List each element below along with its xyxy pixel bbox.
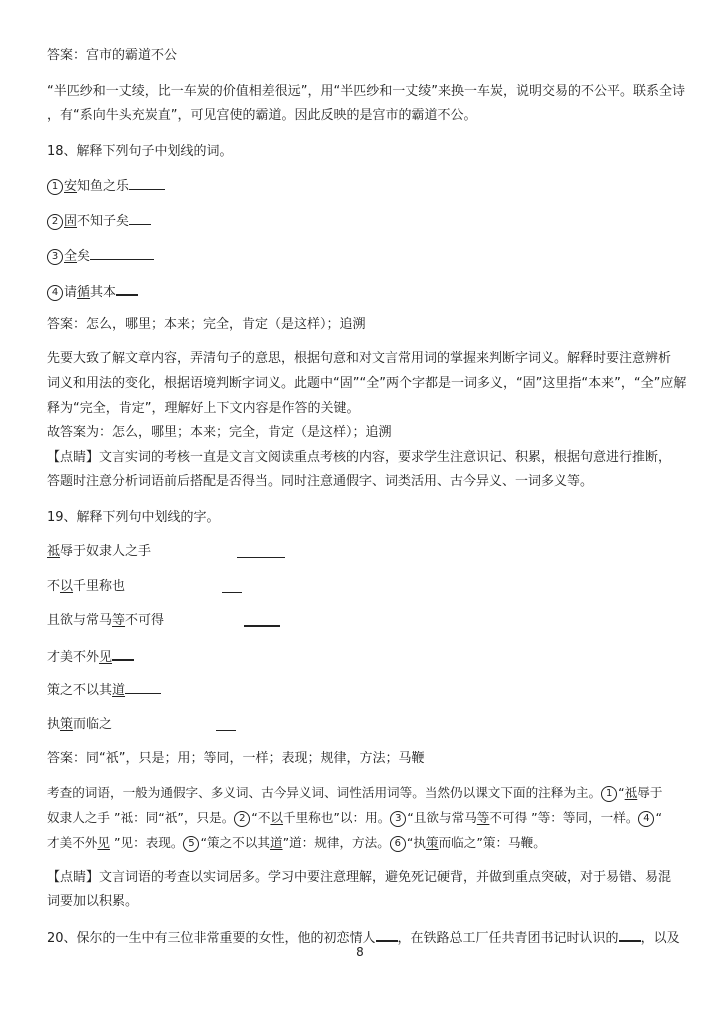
underlined-word: 见 — [97, 835, 110, 850]
answer-blank — [125, 681, 161, 694]
circled-number: 2 — [234, 811, 250, 827]
q18-item-4: 4 请循其本 — [47, 282, 138, 302]
q18-tip-line-2: 答题时注意分析词语前后搭配是否得当。同时注意通假字、词类活用、古今异义、一词多义等。 — [47, 474, 594, 489]
q19-item-6: 执策而临之 — [47, 717, 113, 732]
answer-blank — [244, 613, 280, 627]
underlined-word: 等 — [476, 810, 490, 825]
q19-tip-line-2: 词要加以积累。 — [47, 894, 139, 909]
circled-number: 1 — [601, 786, 617, 802]
q19-title: 19、解释下列句中划线的字。 — [47, 510, 220, 525]
answer-blank — [222, 580, 242, 593]
q19-answer: 答案：同“祇”，只是；用；等同，一样；表现；规律，方法；马鞭 — [47, 751, 425, 766]
underlined-word: 安 — [64, 179, 78, 194]
q19-explain-line-1: 考查的词语，一般为通假字、多义词、古今异义词、词性活用词等。当然仍以课文下面的注释为主。 1 “祗辱于 — [47, 785, 663, 800]
underlined-word: 以 — [60, 579, 74, 594]
underlined-word: 祗 — [624, 785, 638, 800]
underlined-word: 策 — [60, 717, 74, 732]
answer-blank — [619, 928, 641, 942]
circled-number: 1 — [47, 179, 63, 195]
answer-blank — [376, 928, 398, 942]
answer-blank — [129, 212, 151, 225]
q18-explain-line-3: 释为“完全，肯定”，理解好上下文内容是作答的关键。 — [47, 401, 360, 416]
q19-explain-line-3: 才美不外见 ”见：表现。 5 “策之不以其道”道：规律，方法。 6 “执策而临之”策：马鞭。 — [47, 835, 546, 850]
underlined-word: 策 — [425, 835, 439, 850]
underlined-word: 道 — [112, 683, 126, 698]
q18-explain-line-2: 词义和用法的变化，根据语境判断字词义。此题中“固”“全”两个字都是一词多义，“固”这里指“本来”，“全”应解 — [47, 376, 687, 391]
answer-blank — [237, 545, 285, 558]
answer-blank — [216, 718, 236, 731]
prev-explain-line-2: ，有“系向牛头充炭直”，可见宫使的霸道。因此反映的是宫市的霸道不公。 — [47, 108, 477, 123]
q18-item-2: 2 固不知子矣 — [47, 212, 151, 231]
answer-blank — [90, 247, 154, 260]
q18-title: 18、解释下列句子中划线的词。 — [47, 144, 233, 159]
underlined-word: 见 — [99, 650, 113, 665]
circled-number: 2 — [47, 214, 63, 230]
q19-item-2: 不以千里称也 — [47, 579, 126, 594]
underlined-word: 固 — [64, 214, 78, 229]
circled-number: 4 — [638, 811, 654, 827]
q19-item-4: 才美不外见 — [47, 647, 134, 667]
answer-blank — [129, 177, 165, 190]
underlined-word: 全 — [64, 249, 78, 264]
q18-conclusion: 故答案为：怎么，哪里；本来；完全，肯定（是这样）；追溯 — [47, 425, 392, 440]
q19-explain-line-2: 奴隶人之手 ”祗：同“祇”，只是。 2 “不以千里称也”以：用。 3 “且欲与常马等不可得 ”等：等同，一样。 4 “ — [47, 810, 662, 825]
prev-answer: 答案：宫市的霸道不公 — [47, 48, 178, 63]
underlined-word: 祗 — [47, 544, 61, 559]
answer-blank — [112, 647, 134, 661]
q20-text: 20、保尔的一生中有三位非常重要的女性，他的初恋情人 ，在铁路总工厂任共青团书记时认识的 ，以及 — [47, 928, 680, 948]
circled-number: 5 — [183, 836, 199, 852]
q18-explain-line-1: 先要大致了解文章内容，弄清句子的意思，根据句意和对文言常用词的掌握来判断字词义。解释时要注意辨析 — [47, 351, 672, 366]
q19-item-5: 策之不以其道 — [47, 681, 161, 700]
q19-item-1: 祗辱于奴隶人之手 — [47, 544, 152, 559]
circled-number: 6 — [390, 836, 406, 852]
q18-item-1: 1 安知鱼之乐 — [47, 177, 165, 196]
q18-tip-line-1: 【点睛】文言实词的考核一直是文言文阅读重点考核的内容，要求学生注意识记、积累，根据句意进行推断， — [47, 450, 672, 465]
q18-answer: 答案：怎么，哪里；本来；完全，肯定（是这样）；追溯 — [47, 317, 366, 332]
answer-blank — [116, 282, 138, 296]
q19-tip-line-1: 【点睛】文言词语的考查以实词居多。学习中要注意理解，避免死记硬背，并做到重点突破，对于易错、易混 — [47, 870, 672, 885]
q19-item-3: 且欲与常马等不可得 — [47, 613, 165, 628]
underlined-word: 以 — [270, 810, 284, 825]
prev-explain-line-1: “半匹纱和一丈绫，比一车炭的价值相差很远”，用“半匹纱和一丈绫”来换一车炭，说明交易的不公平。联系全诗 — [47, 84, 685, 99]
q18-item-3: 3 全矣 — [47, 247, 154, 266]
page-number: 8 — [356, 945, 364, 959]
circled-number: 3 — [47, 249, 63, 265]
underlined-word: 循 — [77, 285, 91, 300]
circled-number: 3 — [390, 811, 406, 827]
underlined-word: 道 — [269, 835, 283, 850]
circled-number: 4 — [47, 285, 63, 301]
underlined-word: 等 — [112, 613, 126, 628]
